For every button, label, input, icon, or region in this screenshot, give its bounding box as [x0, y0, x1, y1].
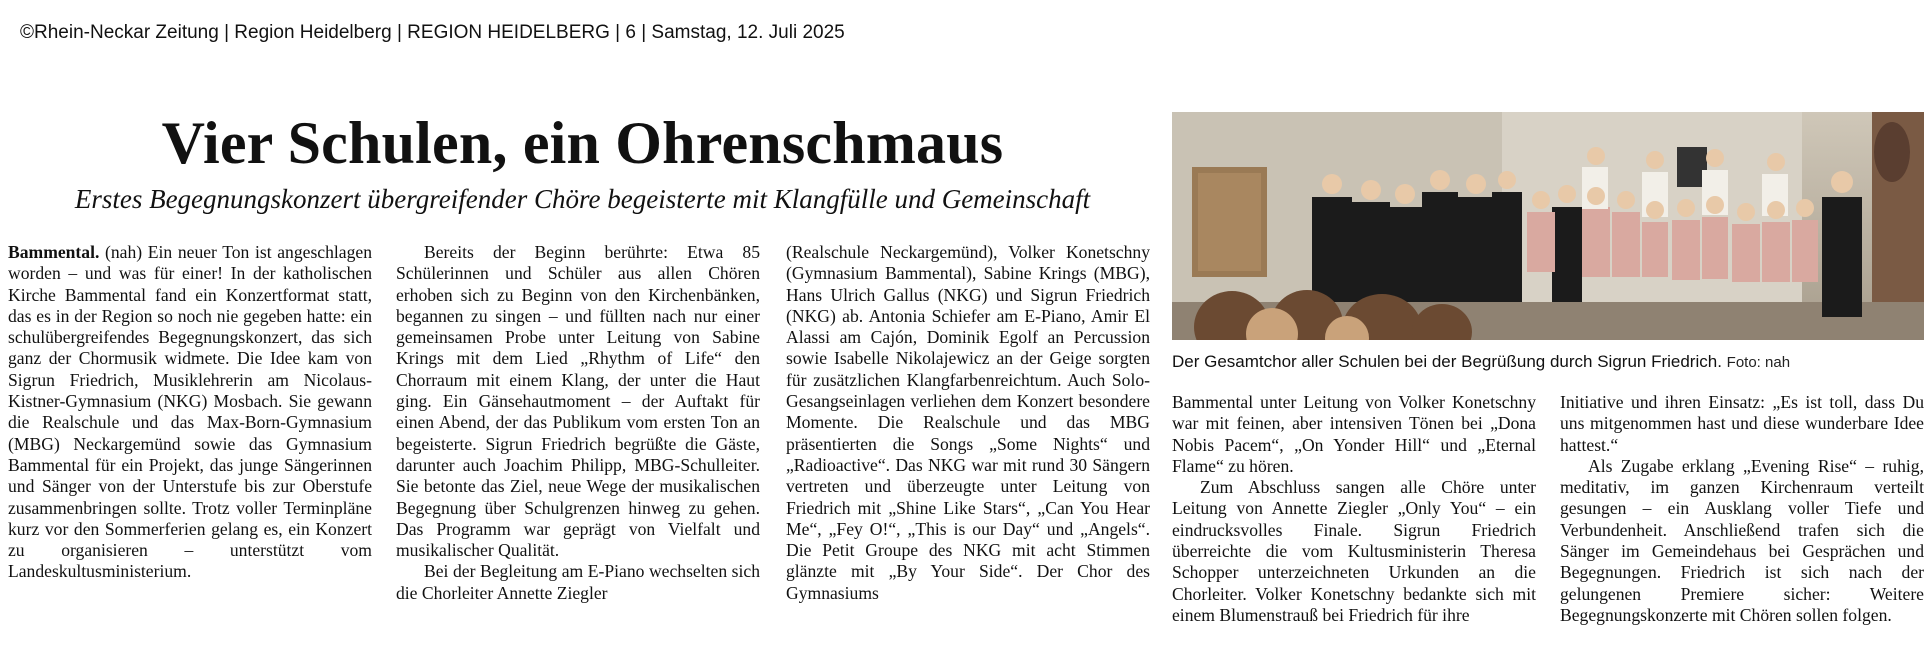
- paragraph: Initiative und ihren Einsatz: „Es ist toll, dass Du uns mitgenommen hast und diese wunderbare Idee hattest.“: [1560, 392, 1924, 455]
- paragraph-text: (nah) Ein neuer Ton ist angeschlagen worden – und was für einer! In der katholischen Kirche Bammental fand ein Konzertformat statt, das es in der Region so noch nie gegeben hatte: ein schulübergreifendes Begegnungskonzert, das sich ganz der Chormusik widmete. Die Idee kam von Sigrun Friedrich, Musiklehrerin am Nicolaus-Kistner-Gymnasium (NKG) Mosbach. Sie gewann die Realschule und das Max-Born-Gymnasium (MBG) Neckargemünd sowie das Gymnasium Bammental für ein Projekt, das junge Sängerinnen und Sänger von der Unterstufe bis zur Oberstufe zusammenbringen sollte. Trotz voller Terminpläne kurz vor den Sommerferien gelang es, ein Konzert zu organisieren – unterstützt vom Landeskultusministerium.: [8, 242, 372, 582]
- article-headline: Vier Schulen, ein Ohrenschmaus: [161, 110, 1004, 176]
- paragraph: (Realschule Neckargemünd), Volker Konetschny (Gymnasium Bammental), Sabine Krings (MBG), Hans Ulrich Gallus (NKG) und Sigrun Friedrich (NKG) ab. Antonia Schiefer am E-Piano, Amir El Alassi am Cajón, Dominik Egolf an Percussion sowie Isabelle Nikolajewicz an der Geige sorgten für zusätzlichen Klangfarbenreichtum. Auch Solo-Gesangseinlagen verliehen dem Konzert besondere Momente. Die Realschule und das MBG präsentierten die Songs „Some Nights“ und „Radioactive“. Das NKG war mit rund 30 Sängern vertreten und überzeugte unter Leitung von Friedrich mit „Shine Like Stars“, „Can You Hear Me“, „Fey O!“, „This is our Day“ und „Angels“. Die Petit Groupe des NKG mit acht Stimmen glänzte mit „By Your Side“. Der Chor des Gymnasiums: [786, 242, 1150, 603]
- article-column-3: [786, 242, 1150, 604]
- article-column-1: [8, 242, 372, 583]
- paragraph: [8, 242, 372, 583]
- article-photo: [1172, 112, 1924, 340]
- article-subheadline: Erstes Begegnungskonzert übergreifender Chöre begeisterte mit Klangfülle und Gemeinschaft: [74, 184, 1091, 214]
- paragraph: Bereits der Beginn berührte: Etwa 85 Schülerinnen und Schüler aus allen Chören erhoben sich zu Beginn von den Kirchenbänken, begannen zu singen – und füllten nach nur einer gemeinsamen Probe unter Leitung von Sabine Krings mit dem Lied „Rhythm of Life“ den Chorraum mit einem Klang, der unter die Haut ging. Ein Gänsehautmoment – der Auftakt für einen Abend, der das Publikum vom ersten Ton an begeisterte. Sigrun Friedrich begrüßte die Gäste, darunter auch Joachim Philipp, MBG-Schulleiter. Sie betonte das Ziel, neue Wege der musikalischen Begegnung über Schulgrenzen hinweg zu gehen. Das Programm war geprägt von Vielfalt und musikalischer Qualität.: [396, 242, 760, 561]
- article-column-5: [1560, 392, 1924, 626]
- paragraph: Bammental unter Leitung von Volker Konetschny war mit feinen, aber intensiven Tönen bei „Dona Nobis Pacem“, „On Yonder Hill“ und „Eternal Flame“ zu hören.: [1172, 392, 1536, 476]
- dateline: Bammental.: [8, 242, 100, 262]
- paragraph: Zum Abschluss sangen alle Chöre unter Leitung von Annette Ziegler „Only You“ – ein eindrucksvolles Finale. Sigrun Friedrich überreichte die vom Kultusministerin Theresa Schopper unterzeichneten Urkunden an die Chorleiter. Volker Konetschny bedankte sich mit einem Blumenstrauß bei Friedrich für ihre: [1172, 477, 1536, 625]
- article-column-2: [396, 242, 760, 604]
- article-column-4: [1172, 392, 1536, 626]
- paragraph: Als Zugabe erklang „Evening Rise“ – ruhig, meditativ, im ganzen Kirchenraum verteilt gesungen – ein Ausklang voller Tiefe und Verbundenheit. Anschließend trafen sich die Sänger im Gemeindehaus bei Gesprächen und Begegnungen. Friedrich ist sich nach der gelungenen Premiere sicher: Weitere Begegnungskonzerte mit Chören sollen folgen.: [1560, 455, 1924, 625]
- masthead: ©Rhein-Neckar Zeitung | Region Heidelberg | REGION HEIDELBERG | 6 | Samstag, 12. Juli 2025: [20, 22, 845, 43]
- photo-credit: Foto: nah: [1726, 354, 1791, 371]
- photo-caption: [1172, 352, 1931, 372]
- choir-photo-illustration: [1172, 112, 1924, 340]
- paragraph: Bei der Begleitung am E-Piano wechselten sich die Chorleiter Annette Ziegler: [396, 561, 760, 603]
- caption-text: Der Gesamtchor aller Schulen bei der Begrüßung durch Sigrun Friedrich.: [1172, 352, 1722, 371]
